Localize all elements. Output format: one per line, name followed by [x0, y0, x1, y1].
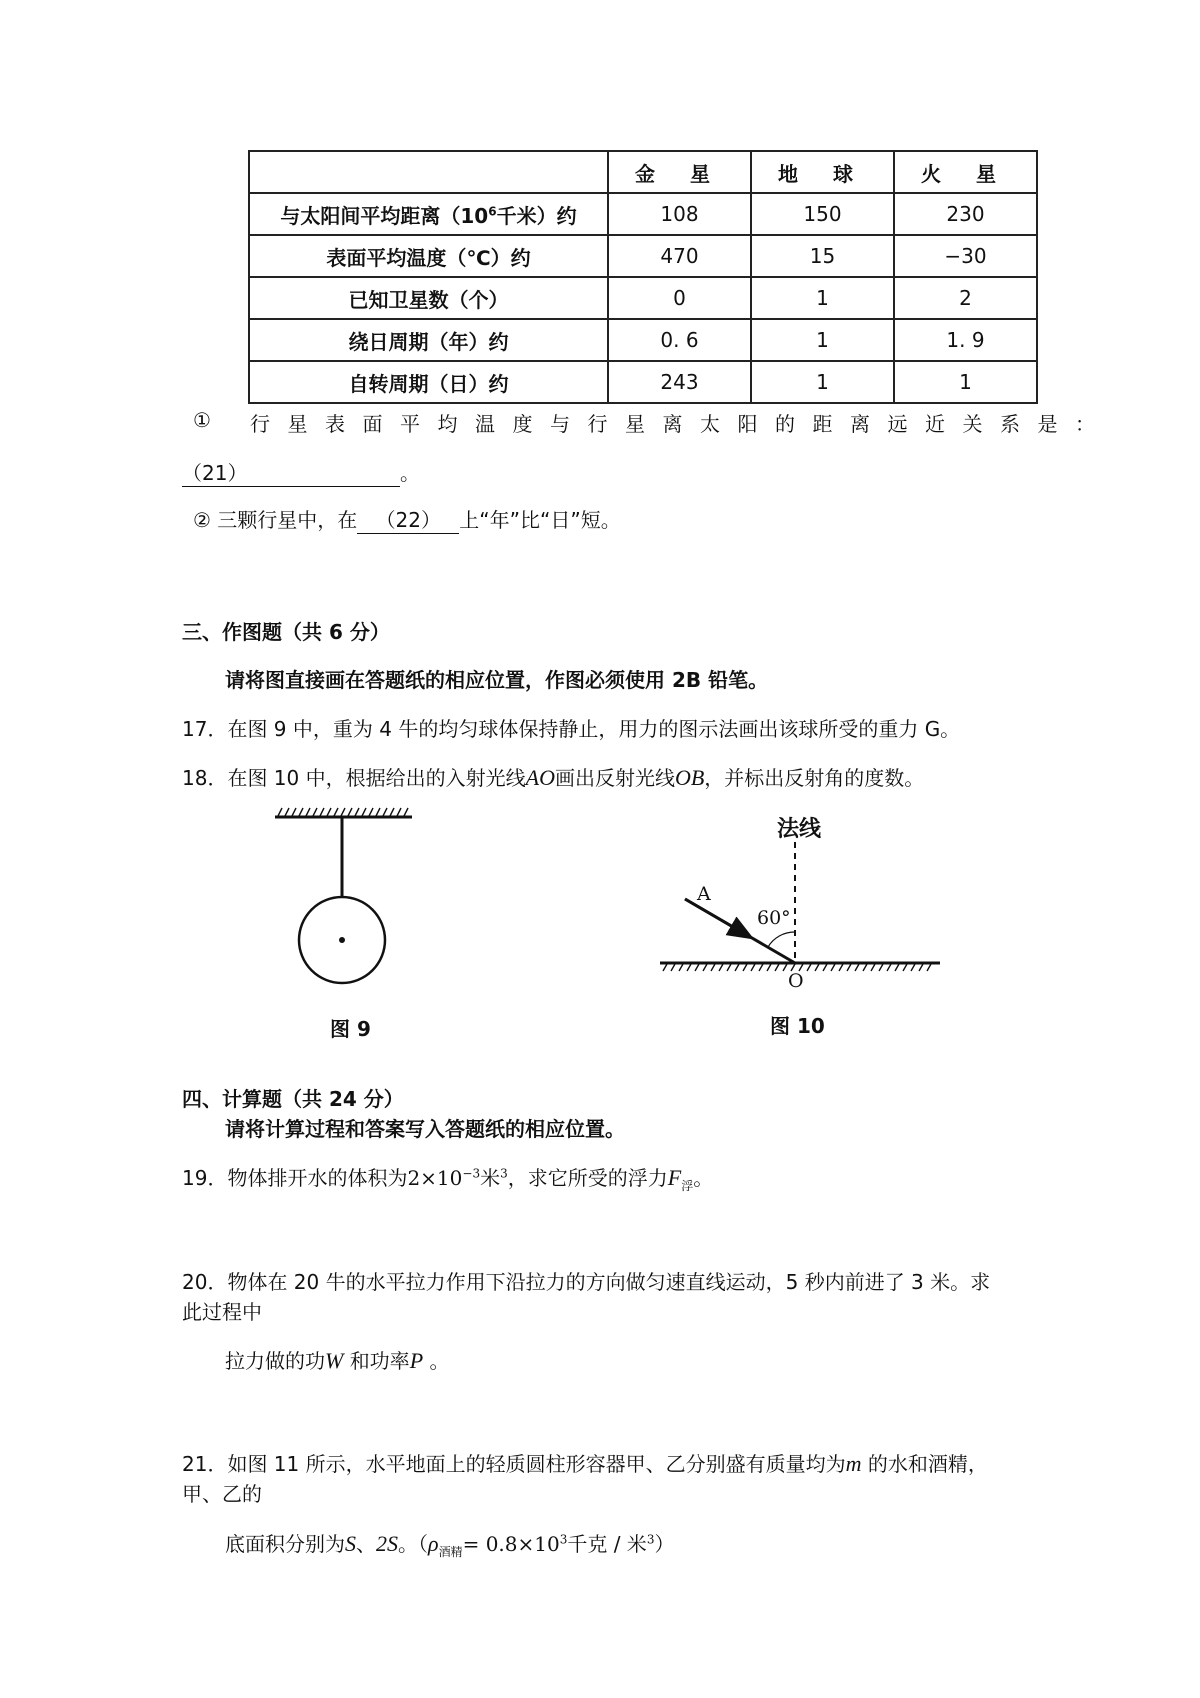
question-text: 物体排开水的体积为: [227, 1166, 408, 1190]
density-symbol: ρ: [428, 1531, 439, 1556]
table-row-label: 已知卫星数（个）: [249, 277, 608, 319]
table-header-row: [249, 151, 1037, 193]
question-21-line-1: [182, 1448, 988, 1477]
figure-10-caption: 图 10: [770, 1014, 825, 1038]
table-cell: 108: [608, 193, 751, 235]
sub-question-2-marker: ②: [193, 508, 211, 532]
table-cell: 1. 9: [894, 319, 1037, 361]
section-4-instruction: 请将计算过程和答案写入答题纸的相应位置。: [225, 1117, 625, 1141]
incident-ray-arrow: [685, 899, 745, 934]
table-row-label: 表面平均温度（℃）约: [249, 235, 608, 277]
question-text: 在图 9 中，重为 4 牛的均匀球体保持静止，用力的图示法画出该球所受的重力 G。: [227, 717, 961, 741]
math-expression: = 0.8×10: [462, 1532, 560, 1556]
table-cell: 0: [608, 277, 751, 319]
figure-9-pendulum: [270, 805, 430, 995]
unit-exponent: 3: [500, 1166, 508, 1181]
question-number: 18．: [182, 766, 228, 790]
table-row: [249, 277, 1037, 319]
table-cell: 1: [894, 361, 1037, 403]
angle-label: 60°: [757, 907, 791, 929]
section-4-title: 四、计算题（共 24 分）: [182, 1087, 404, 1111]
question-text: ，并标出反射角的度数。: [704, 766, 925, 790]
math-variable: 2S: [376, 1531, 398, 1556]
density-subscript: 酒精: [438, 1545, 463, 1559]
table-row-label: 绕日周期（年）约: [249, 319, 608, 361]
table-header-cell: 火 星: [894, 151, 1037, 193]
table-row-label: 自转周期（日）约: [249, 361, 608, 403]
figure-9-caption: 图 9: [330, 1017, 371, 1041]
sub-question-2: [193, 504, 621, 534]
label-text: 与太阳间平均距离（10: [280, 203, 489, 228]
ceiling-hatching: [275, 808, 412, 817]
table-header-cell: 金 星: [608, 151, 751, 193]
sentence-end: 。: [429, 1349, 450, 1373]
table-cell: 230: [894, 193, 1037, 235]
question-text: 和功率: [349, 1349, 410, 1373]
normal-label: 法线: [777, 817, 822, 842]
question-20-line-2: 此过程中: [182, 1300, 262, 1324]
table-header-cell: [249, 151, 608, 193]
math-variable: P: [409, 1348, 424, 1373]
table-cell: 470: [608, 235, 751, 277]
sub-question-1-text: 行星表面平均温度与行星离太阳的距离远近关系是：: [250, 412, 1113, 436]
table-cell: 243: [608, 361, 751, 403]
answer-blank-21[interactable]: （21）: [182, 457, 400, 487]
table-cell: −30: [894, 235, 1037, 277]
question-text: 如图 11 所示，水平地面上的轻质圆柱形容器甲、乙分别盛有质量均为: [227, 1452, 846, 1476]
section-3-title: 三、作图题（共 6 分）: [182, 620, 390, 644]
question-21-line-3: [225, 1528, 674, 1560]
math-variable: W: [325, 1348, 344, 1373]
point-o-label: O: [788, 970, 804, 992]
table-row: [249, 235, 1037, 277]
variable-subscript: 浮: [681, 1179, 694, 1193]
table-cell: 15: [751, 235, 894, 277]
math-exponent: −3: [462, 1166, 481, 1181]
table-cell: 150: [751, 193, 894, 235]
question-number: 17．: [182, 717, 228, 741]
question-19: [182, 1162, 713, 1194]
sub-question-1-marker: ①: [193, 408, 211, 432]
answer-blank-22[interactable]: （22）: [357, 504, 459, 534]
math-exponent: 3: [559, 1532, 568, 1547]
sub-question-2-text: 上“年”比“日”短。: [459, 508, 621, 532]
sub-question-1-answer-line: [182, 457, 420, 487]
sub-question-2-text: 三颗行星中，在: [217, 508, 358, 532]
question-number: 19．: [182, 1166, 228, 1190]
table-header-cell: 地 球: [751, 151, 894, 193]
section-3-instruction: 请将图直接画在答题纸的相应位置，作图必须使用 2B 铅笔。: [225, 668, 769, 692]
ball-center: [339, 937, 345, 943]
question-text: 的水和酒精，: [867, 1452, 988, 1476]
question-number: 21．: [182, 1452, 228, 1476]
planet-data-table: [248, 150, 1038, 404]
question-text: 画出反射光线: [554, 766, 675, 790]
table-cell: 1: [751, 361, 894, 403]
question-17: [182, 713, 960, 742]
question-21-line-2: 甲、乙的: [182, 1482, 262, 1506]
question-text: 物体在 20 牛的水平拉力作用下沿拉力的方向做匀速直线运动，5 秒内前进了 3 米。求: [227, 1270, 991, 1294]
table-row: [249, 361, 1037, 403]
table-row: [249, 319, 1037, 361]
math-variable: F: [667, 1165, 682, 1190]
math-expression: 2×10: [407, 1166, 463, 1190]
unit: 米: [480, 1166, 501, 1190]
math-variable: S: [345, 1531, 356, 1556]
question-text: 拉力做的功: [225, 1349, 325, 1373]
unit-exponent: 3: [646, 1532, 655, 1547]
unit: 千克 / 米: [567, 1532, 647, 1556]
question-text: 。（: [398, 1532, 428, 1556]
sentence-end: 。: [693, 1166, 714, 1190]
table-row: [249, 193, 1037, 235]
math-variable: m: [845, 1451, 862, 1476]
sentence-end: ）: [654, 1532, 675, 1556]
question-20-line-1: [182, 1266, 990, 1295]
label-superscript: 6: [488, 203, 497, 218]
math-variable: OB: [674, 765, 705, 790]
question-20-line-3: [225, 1345, 450, 1374]
angle-arc: [768, 932, 795, 947]
table-cell: 2: [894, 277, 1037, 319]
question-number: 20．: [182, 1270, 228, 1294]
question-text: 底面积分别为: [225, 1532, 345, 1556]
table-row-label: [249, 193, 608, 235]
point-a-label: A: [697, 883, 711, 905]
separator: 、: [356, 1532, 376, 1556]
question-18: [182, 762, 924, 791]
question-text: ，求它所受的浮力: [507, 1166, 668, 1190]
math-variable: AO: [525, 765, 555, 790]
sentence-end: 。: [400, 461, 420, 485]
table-cell: 0. 6: [608, 319, 751, 361]
table-cell: 1: [751, 277, 894, 319]
label-text: 千米）约: [496, 203, 577, 228]
table-cell: 1: [751, 319, 894, 361]
question-text: 在图 10 中，根据给出的入射光线: [227, 766, 526, 790]
